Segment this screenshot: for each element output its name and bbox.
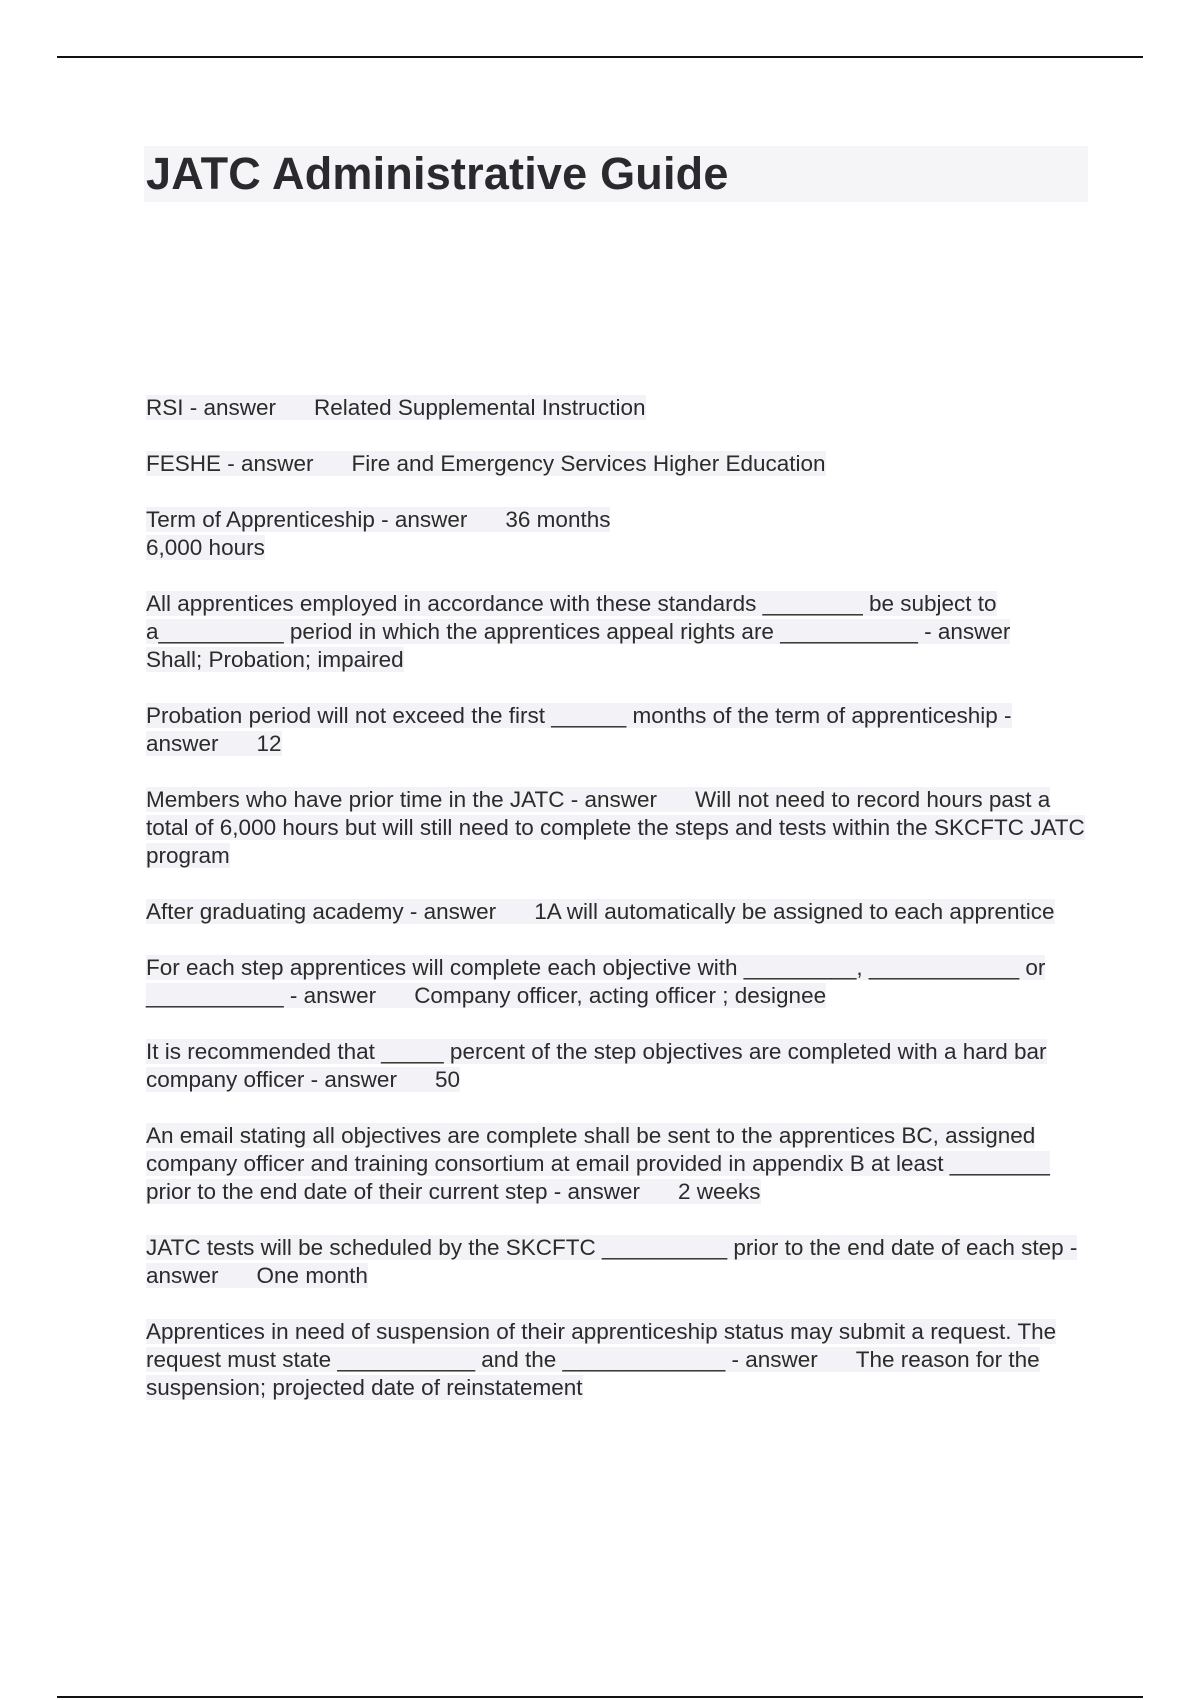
question-text: JATC tests will be scheduled by the SKCFTC __________ prior to the end date of each step - answer [146, 1235, 1078, 1288]
qa-item-suspension [146, 1318, 1086, 1402]
answer-text: One month [256, 1263, 368, 1288]
top-rule [57, 56, 1143, 58]
question-text: For each step apprentices will complete each objective with _________, ____________ or ___________ - answer [146, 955, 1046, 1008]
bottom-rule [57, 1696, 1143, 1698]
question-text: FESHE - answer [146, 451, 314, 476]
document-title: JATC Administrative Guide [146, 148, 729, 199]
qa-item-standards [146, 590, 1086, 674]
question-text: After graduating academy - answer [146, 899, 497, 924]
question-text: It is recommended that _____ percent of the step objectives are completed with a hard bar company officer - answer [146, 1039, 1047, 1092]
qa-item-feshe [146, 450, 1086, 478]
qa-item-email [146, 1122, 1086, 1206]
answer-text: 36 months 6,000 hours [146, 507, 611, 560]
answer-text: The reason for the suspension; projected date of reinstatement [146, 1347, 1040, 1400]
question-text: Term of Apprenticeship - answer [146, 507, 468, 532]
answer-text: Company officer, acting officer ; designee [414, 983, 827, 1008]
answer-text: Related Supplemental Instruction [314, 395, 646, 420]
qa-item-term [146, 506, 1086, 562]
question-text: RSI - answer [146, 395, 277, 420]
answer-text: 50 [434, 1067, 460, 1092]
answer-text: 1A will automatically be assigned to each apprentice [534, 899, 1055, 924]
qa-item-prior-time [146, 786, 1086, 870]
qa-list [146, 394, 1086, 1430]
question-text: Probation period will not exceed the first ______ months of the term of apprenticeship - answer [146, 703, 1012, 756]
qa-item-percent [146, 1038, 1086, 1094]
answer-text: 2 weeks [678, 1179, 761, 1204]
question-text: An email stating all objectives are complete shall be sent to the apprentices BC, assigned company officer and training consortium at email provided in appendix B at least ________ prior to the end date of their current step - answer [146, 1123, 1050, 1204]
answer-text: Fire and Emergency Services Higher Education [351, 451, 826, 476]
question-text: Members who have prior time in the JATC - answer [146, 787, 658, 812]
qa-item-rsi [146, 394, 1086, 422]
qa-item-objectives [146, 954, 1086, 1010]
answer-text: Shall; Probation; impaired [146, 647, 404, 672]
qa-item-probation [146, 702, 1086, 758]
question-text: Apprentices in need of suspension of their apprenticeship status may submit a request. The request must state ___________ and the _____________ - answer [146, 1319, 1057, 1372]
answer-text: 12 [256, 731, 282, 756]
qa-item-graduating [146, 898, 1086, 926]
answer-text: Will not need to record hours past a total of 6,000 hours but will still need to complete the steps and tests within the SKCFTC JATC program [146, 787, 1085, 868]
qa-item-tests [146, 1234, 1086, 1290]
question-text: All apprentices employed in accordance with these standards ________ be subject to a__________ period in which the apprentices appeal rights are ___________ - answer [146, 591, 1011, 644]
